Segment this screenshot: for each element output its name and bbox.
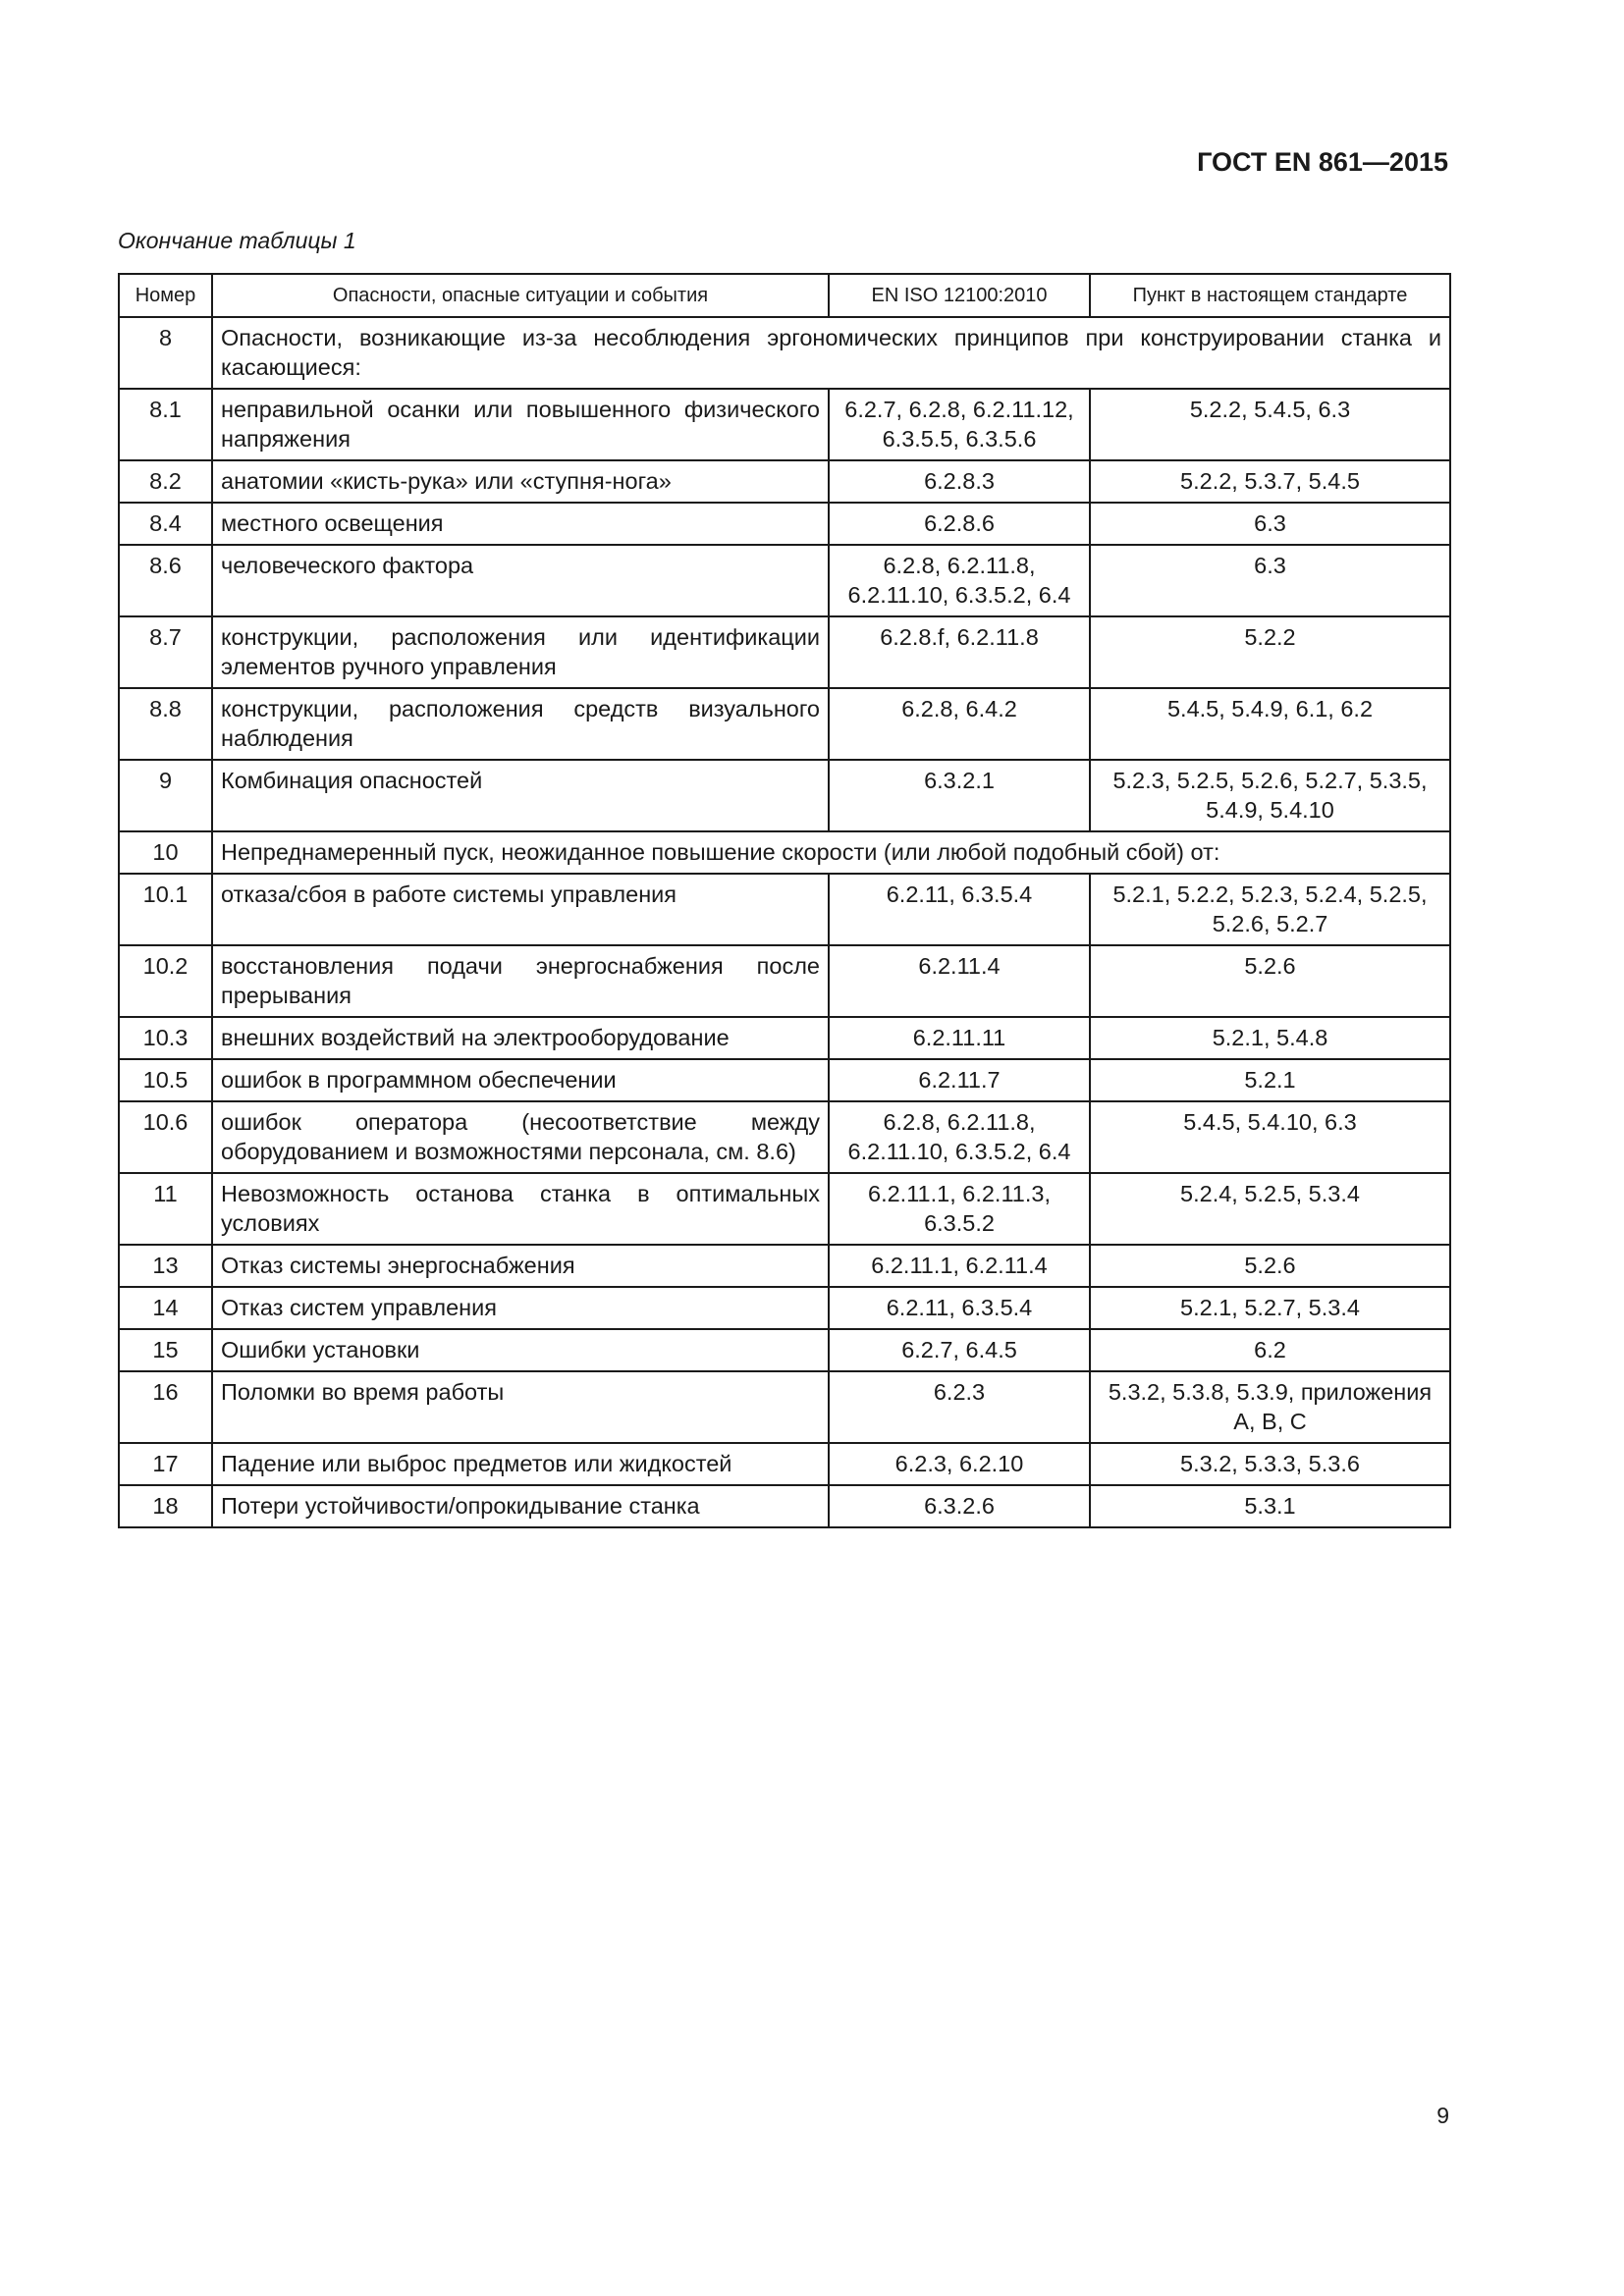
row-hazard: Комбинация опасностей [212,760,829,831]
row-number: 8.4 [119,503,212,545]
table-row [119,1017,1450,1059]
row-clause-ref: 5.4.5, 5.4.9, 6.1, 6.2 [1090,688,1450,760]
document-code: ГОСТ EN 861—2015 [1197,147,1448,177]
hazards-table [118,273,1451,1528]
table-row [119,389,1450,460]
table-row [119,1101,1450,1173]
row-iso-ref: 6.2.8, 6.4.2 [829,688,1090,760]
row-clause-ref: 5.3.2, 5.3.8, 5.3.9, приложения A, B, C [1090,1371,1450,1443]
row-clause-ref: 5.2.1, 5.4.8 [1090,1017,1450,1059]
row-iso-ref: 6.2.11, 6.3.5.4 [829,874,1090,945]
row-number: 10.5 [119,1059,212,1101]
row-hazard: Невозможность останова станка в оптимальных условиях [212,1173,829,1245]
table-body [119,317,1450,1527]
row-clause-ref: 6.3 [1090,545,1450,616]
table-row [119,1245,1450,1287]
header-clause: Пункт в настоящем стандарте [1090,274,1450,317]
row-clause-ref: 5.2.2 [1090,616,1450,688]
table-row [119,1059,1450,1101]
header-iso: EN ISO 12100:2010 [829,274,1090,317]
table-row [119,1443,1450,1485]
table-row [119,945,1450,1017]
table-row [119,503,1450,545]
row-iso-ref: 6.3.2.1 [829,760,1090,831]
row-iso-ref: 6.2.8.3 [829,460,1090,503]
row-iso-ref: 6.2.8.6 [829,503,1090,545]
table-row [119,1329,1450,1371]
table-row [119,1371,1450,1443]
row-clause-ref: 5.2.2, 5.4.5, 6.3 [1090,389,1450,460]
row-number: 10.2 [119,945,212,1017]
row-number: 9 [119,760,212,831]
row-hazard: местного освещения [212,503,829,545]
row-clause-ref: 5.2.4, 5.2.5, 5.3.4 [1090,1173,1450,1245]
row-clause-ref: 5.3.1 [1090,1485,1450,1527]
table-header-row [119,274,1450,317]
row-hazard: ошибок в программном обеспечении [212,1059,829,1101]
row-number: 11 [119,1173,212,1245]
row-iso-ref: 6.2.11, 6.3.5.4 [829,1287,1090,1329]
row-hazard: Ошибки установки [212,1329,829,1371]
row-hazard: внешних воздействий на электрооборудование [212,1017,829,1059]
table-row [119,760,1450,831]
row-iso-ref: 6.2.11.1, 6.2.11.4 [829,1245,1090,1287]
row-clause-ref: 5.2.3, 5.2.5, 5.2.6, 5.2.7, 5.3.5, 5.4.9, 5.4.10 [1090,760,1450,831]
table-row [119,1485,1450,1527]
row-iso-ref: 6.2.3 [829,1371,1090,1443]
row-iso-ref: 6.2.8, 6.2.11.8, 6.2.11.10, 6.3.5.2, 6.4 [829,1101,1090,1173]
row-iso-ref: 6.2.11.4 [829,945,1090,1017]
table-caption: Окончание таблицы 1 [118,228,356,253]
row-iso-ref: 6.3.2.6 [829,1485,1090,1527]
row-hazard: Поломки во время работы [212,1371,829,1443]
row-iso-ref: 6.2.11.11 [829,1017,1090,1059]
row-clause-ref: 5.2.2, 5.3.7, 5.4.5 [1090,460,1450,503]
table-row [119,688,1450,760]
row-clause-ref: 5.2.1, 5.2.7, 5.3.4 [1090,1287,1450,1329]
row-number: 13 [119,1245,212,1287]
row-iso-ref: 6.2.7, 6.4.5 [829,1329,1090,1371]
row-number: 17 [119,1443,212,1485]
row-hazard: человеческого фактора [212,545,829,616]
row-clause-ref: 5.2.6 [1090,1245,1450,1287]
header-number: Номер [119,274,212,317]
row-hazard: ошибок оператора (несоответствие между оборудованием и возможностями персонала, см. 8.6) [212,1101,829,1173]
table-row [119,1173,1450,1245]
row-hazard: Падение или выброс предметов или жидкостей [212,1443,829,1485]
row-clause-ref: 6.2 [1090,1329,1450,1371]
table-row [119,1287,1450,1329]
row-clause-ref: 5.3.2, 5.3.3, 5.3.6 [1090,1443,1450,1485]
row-hazard-group: Опасности, возникающие из-за несоблюдения эргономических принципов при конструировании станка и касающиеся: [212,317,1450,389]
row-clause-ref: 5.4.5, 5.4.10, 6.3 [1090,1101,1450,1173]
row-iso-ref: 6.2.7, 6.2.8, 6.2.11.12, 6.3.5.5, 6.3.5.6 [829,389,1090,460]
row-number: 18 [119,1485,212,1527]
row-number: 8.2 [119,460,212,503]
row-number: 14 [119,1287,212,1329]
row-number: 8.6 [119,545,212,616]
table-row [119,874,1450,945]
table-row [119,616,1450,688]
row-clause-ref: 5.2.6 [1090,945,1450,1017]
row-iso-ref: 6.2.11.7 [829,1059,1090,1101]
row-hazard: конструкции, расположения или идентификации элементов ручного управления [212,616,829,688]
row-number: 15 [119,1329,212,1371]
row-hazard: отказа/сбоя в работе системы управления [212,874,829,945]
row-number: 8.8 [119,688,212,760]
row-number: 10.3 [119,1017,212,1059]
row-hazard-group: Непреднамеренный пуск, неожиданное повышение скорости (или любой подобный сбой) от: [212,831,1450,874]
table-row [119,317,1450,389]
row-clause-ref: 5.2.1 [1090,1059,1450,1101]
row-clause-ref: 5.2.1, 5.2.2, 5.2.3, 5.2.4, 5.2.5, 5.2.6, 5.2.7 [1090,874,1450,945]
row-number: 8.1 [119,389,212,460]
row-iso-ref: 6.2.3, 6.2.10 [829,1443,1090,1485]
table-row [119,460,1450,503]
row-number: 8 [119,317,212,389]
table-row [119,545,1450,616]
header-hazards: Опасности, опасные ситуации и события [212,274,829,317]
row-number: 10 [119,831,212,874]
row-number: 8.7 [119,616,212,688]
row-hazard: Потери устойчивости/опрокидывание станка [212,1485,829,1527]
row-hazard: Отказ систем управления [212,1287,829,1329]
row-hazard: неправильной осанки или повышенного физического напряжения [212,389,829,460]
row-hazard: восстановления подачи энергоснабжения после прерывания [212,945,829,1017]
row-clause-ref: 6.3 [1090,503,1450,545]
row-iso-ref: 6.2.8.f, 6.2.11.8 [829,616,1090,688]
row-number: 10.1 [119,874,212,945]
row-hazard: анатомии «кисть-рука» или «ступня-нога» [212,460,829,503]
page-number: 9 [1436,2103,1449,2128]
row-iso-ref: 6.2.8, 6.2.11.8, 6.2.11.10, 6.3.5.2, 6.4 [829,545,1090,616]
row-hazard: Отказ системы энергоснабжения [212,1245,829,1287]
row-hazard: конструкции, расположения средств визуального наблюдения [212,688,829,760]
table-row [119,831,1450,874]
row-iso-ref: 6.2.11.1, 6.2.11.3, 6.3.5.2 [829,1173,1090,1245]
row-number: 10.6 [119,1101,212,1173]
row-number: 16 [119,1371,212,1443]
